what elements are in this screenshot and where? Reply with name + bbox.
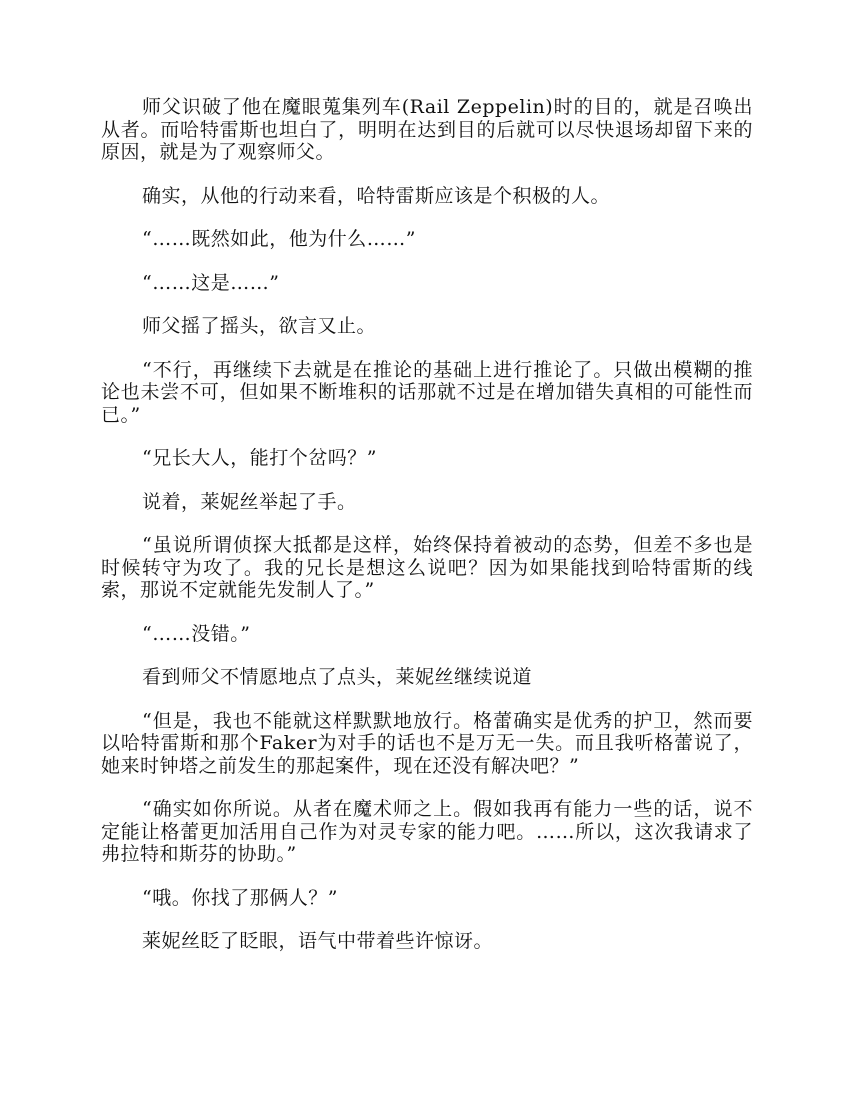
paragraph: “不行，再继续下去就是在推论的基础上进行推论了。只做出模糊的推论也未尝不可，但如果不断堆积的话那就不过是在增加错失真相的可能性而已。” — [101, 358, 753, 426]
paragraph: “确实如你所说。从者在魔术师之上。假如我再有能力一些的话，说不定能让格蕾更加活用自己作为对灵专家的能力吧。……所以，这次我请求了弗拉特和斯芬的协助。” — [101, 798, 753, 865]
paragraph: “但是，我也不能就这样默默地放行。格蕾确实是优秀的护卫，然而要以哈特雷斯和那个Faker为对手的话也不是万无一失。而且我听格蕾说了，她来时钟塔之前发生的那起案件，现在还没有解决吧？” — [101, 709, 753, 777]
paragraph: 莱妮丝眨了眨眼，语气中带着些许惊讶。 — [142, 930, 494, 952]
paragraph: “虽说所谓侦探大抵都是这样，始终保持着被动的态势，但差不多也是时候转守为攻了。我的兄长是想这么说吧？因为如果能找到哈特雷斯的线索，那说不定就能先发制人了。” — [101, 534, 753, 601]
document-body — [101, 96, 753, 974]
paragraph: 确实，从他的行动来看，哈特雷斯应该是个积极的人。 — [142, 184, 611, 207]
paragraph: “……既然如此，他为什么……” — [142, 228, 416, 250]
paragraph: 师父摇了摇头，欲言又止。 — [142, 315, 377, 337]
paragraph: “兄长大人，能打个岔吗？” — [142, 447, 377, 469]
paragraph: 说着，莱妮丝举起了手。 — [142, 490, 357, 513]
paragraph: 师父识破了他在魔眼蒐集列车(Rail Zeppelin)时的目的，就是召唤出从者。而哈特雷斯也坦白了，明明在达到目的后就可以尽快退场却留下来的原因，就是为了观察师父。 — [101, 96, 753, 163]
paragraph: “……这是……” — [142, 271, 280, 294]
paragraph: “……没错。” — [142, 622, 251, 645]
paragraph: “哦。你找了那俩人？” — [142, 886, 338, 909]
paragraph: 看到师父不情愿地点了点头，莱妮丝继续说道 — [142, 666, 533, 688]
